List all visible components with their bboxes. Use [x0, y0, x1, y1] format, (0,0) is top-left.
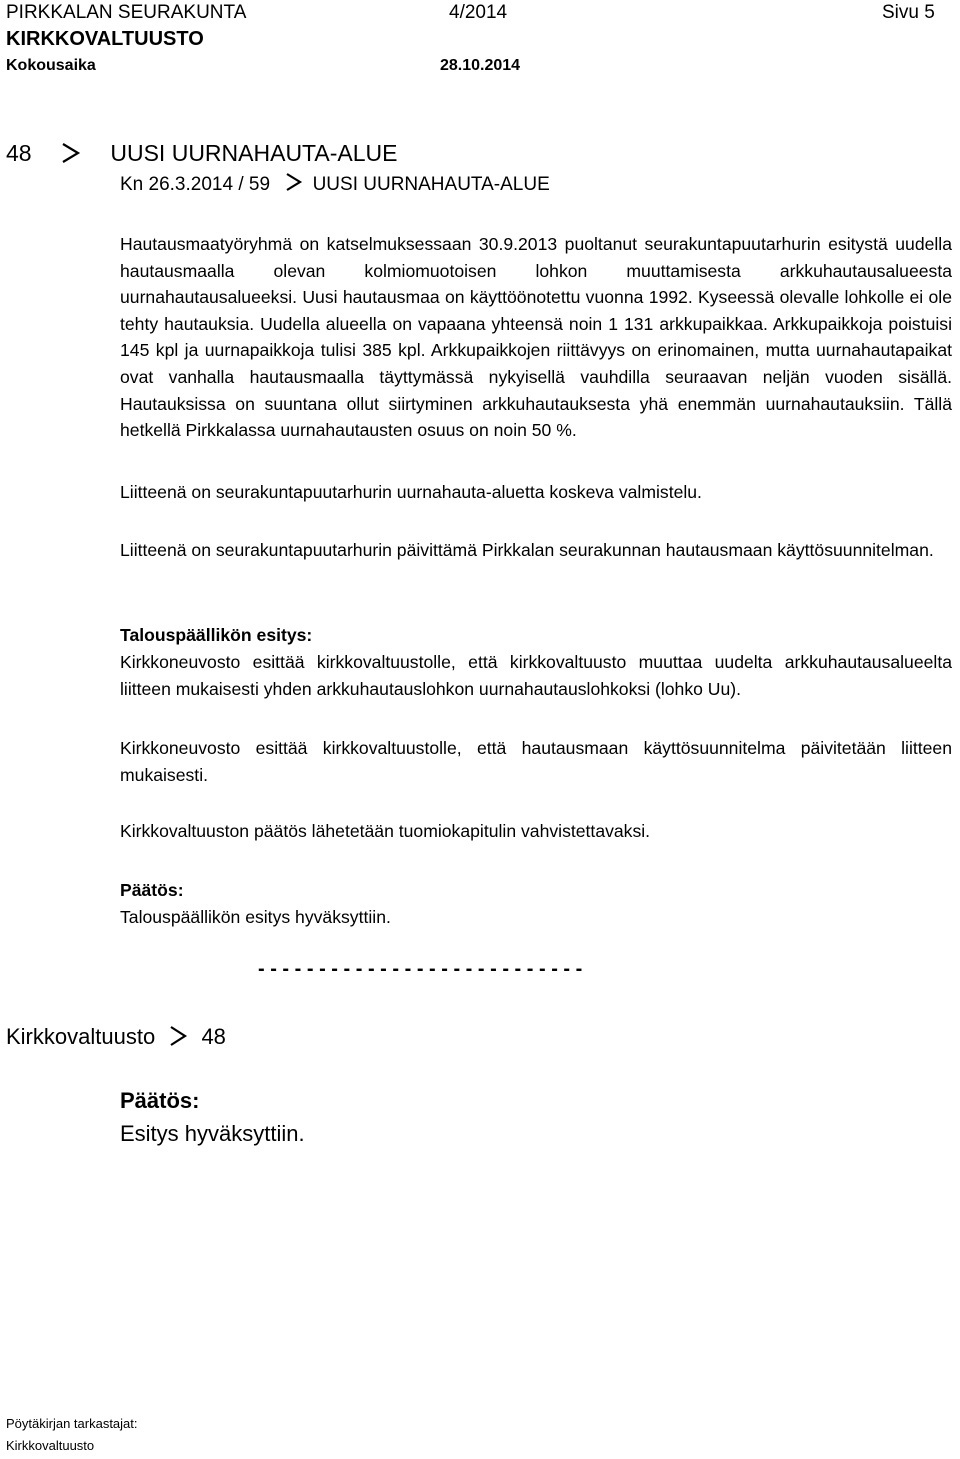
item-title: UUSI UURNAHAUTA-ALUE	[110, 140, 398, 166]
issue-number: 4/2014	[449, 2, 508, 23]
item-reference	[120, 171, 550, 196]
council-item-number: 48	[201, 1024, 226, 1049]
council-name: Kirkkovaltuusto	[6, 1024, 156, 1049]
council-decision-text: Esitys hyväksyttiin.	[120, 1121, 305, 1146]
section-sign-icon	[167, 1025, 189, 1047]
decision-text: Talouspäällikön esitys hyväksyttiin.	[120, 907, 391, 927]
proposal-paragraph-2: Kirkkoneuvosto esittää kirkkovaltuustolle, että hautausmaan käyttösuunnitelma päivitetään liitteen mukaisesti.	[120, 738, 952, 785]
proposal-label: Talouspäällikön esitys:	[120, 625, 313, 645]
page-number: Sivu 5	[882, 2, 935, 23]
section-sign-icon	[283, 171, 303, 193]
attachment-note-1: Liitteenä on seurakuntapuutarhurin uurnahauta-aluetta koskeva valmistelu.	[120, 482, 702, 502]
meeting-date-label: Kokousaika	[6, 57, 96, 74]
separator-line: - - - - - - - - - - - - - - - - - - - - - - - - - - -	[258, 958, 583, 980]
preparation-paragraph: Hautausmaatyöryhmä on katselmuksessaan 30.9.2013 puoltanut seurakuntapuutarhurin esitystä uudella hautausmaalla olevan kolmiomuotoisen lohkon muuttamisesta arkkuhautausalueesta uurnahautausalueeksi. Uusi hautausmaa on käyttöönotettu vuonna 1992. Kyseessä olevalle lohkolle ei ole tehty hautauksia. Uudella alueella on vapaana yhteensä noin 1 131 arkkupaikkaa. Arkkupaikkoja poistuisi 145 kpl ja uurnapaikkoja tulisi 385 kpl. Arkkupaikkojen riittävyys on erinomainen, mutta uurnahautapaikat ovat vanhalla hautausmaalla täyttymässä nykyisellä vauhdilla seuraavan neljän vuoden sisällä. Hautauksissa on suuntana ollut siirtyminen arkkuhautauksesta yhä enemmän uurnahautauksiin. Tällä hetkellä Pirkkalassa uurnahautausten osuus on noin 50 %.	[120, 234, 952, 441]
section-sign-icon	[60, 142, 84, 164]
reference-prefix: Kn 26.3.2014 / 59	[120, 174, 271, 195]
body-name: KIRKKOVALTUUSTO	[6, 28, 204, 50]
org-name: PIRKKALAN SEURAKUNTA	[6, 2, 247, 23]
decision-label: Päätös:	[120, 880, 184, 900]
item-heading	[6, 140, 397, 166]
meeting-date-value: 28.10.2014	[440, 57, 521, 74]
council-heading	[6, 1024, 226, 1050]
attachment-note-2: Liitteenä on seurakuntapuutarhurin päivittämä Pirkkalan seurakunnan hautausmaan käyttösuunnitelman.	[120, 540, 934, 560]
footer-label: Pöytäkirjan tarkastajat:	[6, 1416, 138, 1431]
proposal-paragraph-1: Kirkkoneuvosto esittää kirkkovaltuustolle, että kirkkovaltuusto muuttaa uudelta arkkuhautausalueelta liitteen mukaisesti yhden arkkuhautauslohkon uurnahautauslohkoksi (lohko Uu).	[120, 652, 952, 699]
reference-title: UUSI UURNAHAUTA-ALUE	[312, 174, 550, 195]
footer-value: Kirkkovaltuusto	[6, 1438, 95, 1453]
council-decision-label: Päätös:	[120, 1088, 200, 1113]
proposal-paragraph-3: Kirkkovaltuuston päätös lähetetään tuomiokapitulin vahvistettavaksi.	[120, 821, 651, 841]
item-number: 48	[6, 140, 32, 166]
